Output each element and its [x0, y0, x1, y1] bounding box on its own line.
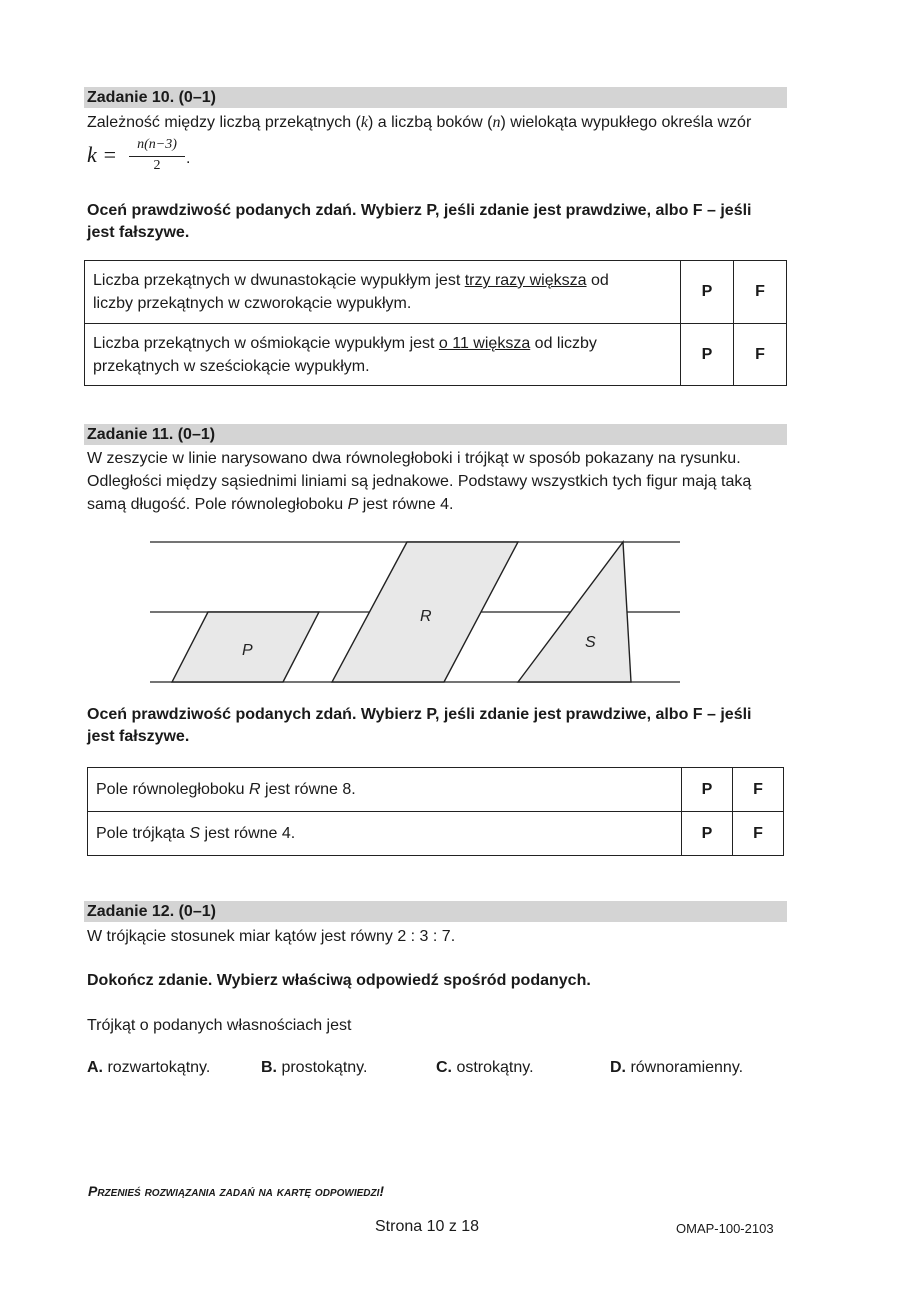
- task12-line1: W trójkącie stosunek miar kątów jest równy 2 : 3 : 7.: [87, 928, 456, 945]
- label-r: R: [420, 608, 432, 625]
- statement-cell: Liczba przekątnych w ośmiokącie wypukłym jest o 11 większa od liczby przekątnych w sześciokącie wypukłym.: [85, 324, 681, 386]
- task10-table: [84, 260, 787, 386]
- statement-cell: Liczba przekątnych w dwunastokącie wypukłym jest trzy razy większa od liczby przekątnych w czworokącie wypukłym.: [85, 261, 681, 324]
- transfer-note: Przenieś rozwiązania zadań na kartę odpowiedzi!: [88, 1183, 385, 1199]
- task10-instruction-line2: jest fałszywe.: [87, 224, 190, 241]
- task10-header: Zadanie 10. (0–1): [84, 87, 787, 108]
- answer-p[interactable]: P: [682, 812, 733, 856]
- figure: [0, 530, 915, 695]
- formula-denominator: 2: [153, 158, 161, 173]
- option-d[interactable]: D. równoramienny.: [610, 1059, 744, 1076]
- answer-f[interactable]: F: [733, 768, 784, 812]
- page-number: Strona 10 z 18: [375, 1218, 480, 1235]
- statement-cell: Pole trójkąta S jest równe 4.: [88, 812, 682, 856]
- answer-f[interactable]: F: [733, 812, 784, 856]
- fraction-bar: [129, 156, 185, 157]
- task12-header: Zadanie 12. (0–1): [84, 901, 787, 922]
- task12-stem: Trójkąt o podanych własnościach jest: [87, 1017, 352, 1034]
- table-row: [88, 812, 784, 856]
- task11-instruction-line2: jest fałszywe.: [87, 728, 190, 745]
- table-row: [85, 324, 787, 386]
- answer-f[interactable]: F: [734, 324, 787, 386]
- label-s: S: [585, 634, 596, 651]
- answer-f[interactable]: F: [734, 261, 787, 324]
- exam-code: OMAP-100-2103: [676, 1221, 774, 1236]
- table-row: [88, 768, 784, 812]
- option-b[interactable]: B. prostokątny.: [261, 1059, 368, 1076]
- formula-numerator: n(n−3): [137, 137, 177, 152]
- task11-line3: samą długość. Pole równoległoboku P jest równe 4.: [87, 496, 454, 513]
- task11-table: [87, 767, 784, 856]
- label-p: P: [242, 642, 253, 659]
- task10-intro: Zależność między liczbą przekątnych (k) a liczbą boków (n) wielokąta wypukłego określa wzór: [87, 114, 752, 131]
- answer-p[interactable]: P: [681, 324, 734, 386]
- task11-instruction-line1: Oceń prawdziwość podanych zdań. Wybierz P, jeśli zdanie jest prawdziwe, albo F – jeśli: [87, 706, 752, 723]
- answer-p[interactable]: P: [681, 261, 734, 324]
- task12-instruction: Dokończ zdanie. Wybierz właściwą odpowiedź spośród podanych.: [87, 972, 591, 989]
- table-row: [85, 261, 787, 324]
- answer-p[interactable]: P: [682, 768, 733, 812]
- task10-instruction-line1: Oceń prawdziwość podanych zdań. Wybierz P, jeśli zdanie jest prawdziwe, albo F – jeśli: [87, 202, 752, 219]
- task11-line1: W zeszycie w linie narysowano dwa równoległoboki i trójkąt w sposób pokazany na rysunku.: [87, 450, 741, 467]
- option-c[interactable]: C. ostrokątny.: [436, 1059, 534, 1076]
- option-a[interactable]: A. rozwartokątny.: [87, 1059, 211, 1076]
- task11-header: Zadanie 11. (0–1): [84, 424, 787, 445]
- task11-line2: Odległości między sąsiednimi liniami są jednakowe. Podstawy wszystkich tych figur mają taką: [87, 473, 752, 490]
- formula-lhs: k =: [87, 142, 118, 167]
- formula-period: .: [186, 150, 191, 167]
- statement-cell: Pole równoległoboku R jest równe 8.: [88, 768, 682, 812]
